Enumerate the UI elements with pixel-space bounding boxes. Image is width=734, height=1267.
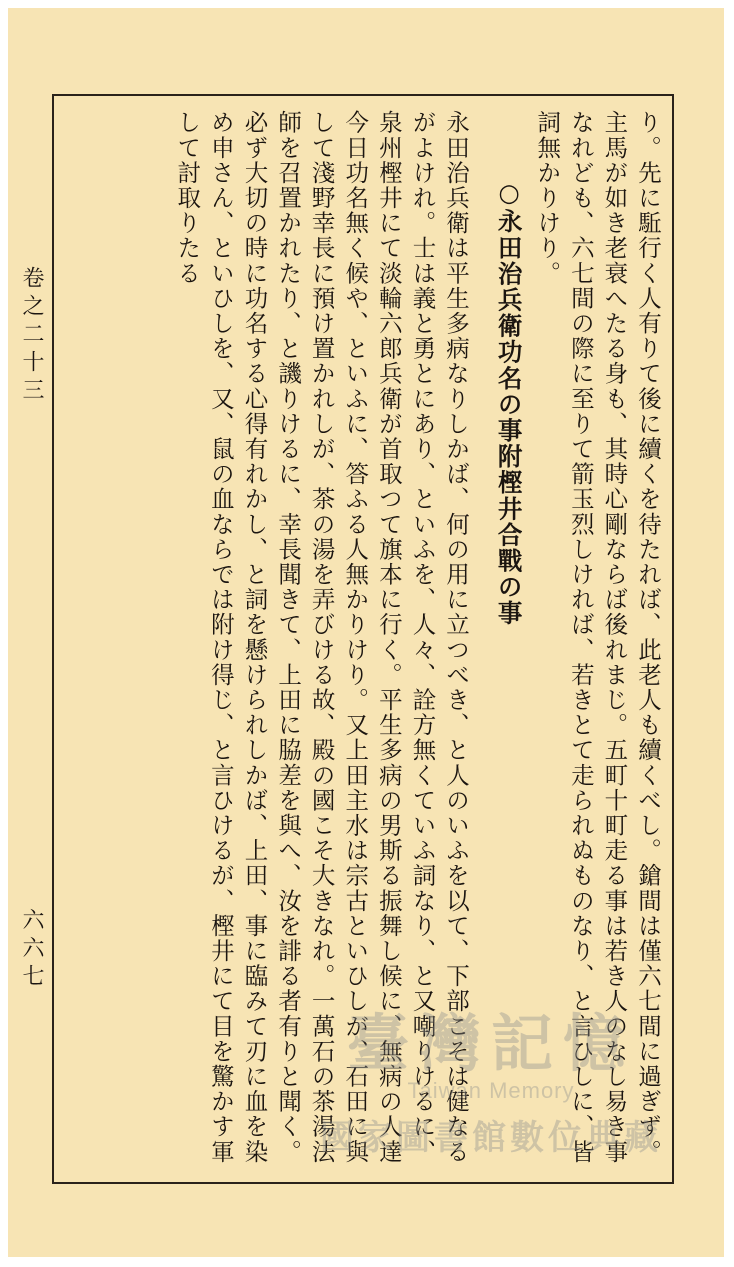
- watermark-logo: 臺灣記憶: [346, 1007, 635, 1080]
- watermark-chinese: 國家圖書館數位典藏: [320, 1118, 662, 1158]
- paragraph-main: 永田治兵衛は平生多病なりしかば、何の用に立つべき、と人のいふを以て、下部こそは健なるがよけれ。士は義と勇とにあり、といふを、人々、詮方無くていふ詞なり、と又嘲りけるに、泉州樫井にて淡輪六郎兵衛が首取つて旗本に行く。平生多病の男斯る振舞し候に、無病の人達今日功名無く候や、といふに、答ふる人無かりけり。又上田主水は宗古といひしが、石田に與して淺野幸長に預け置かれしが、茶の湯を弄びける故、殿の國こそ大きなれ。一萬石の茶湯法師を召置かれたり、と譏りけるに、幸長聞きて、上田に脇差を與へ、汝を誹る者有りと聞く。必ず大切の時に功名する心得有れかし、と詞を懸けられしかば、上田、事に臨みて刃に血を染め申さん、といひしを、又、鼠の血ならでは附け得じ、と言ひけるが、樫井にて目を驚かす軍して討取りたる: [173, 110, 471, 1165]
- watermark: [276, 1008, 706, 1168]
- running-title: 卷之二十三: [19, 266, 44, 406]
- paragraph-continuation: り。先に駈行く人有りて後に續くを待たれば、此老人も續くべし。鎗間は僅六七間に過ぎず。主馬が如き老衰へたる身も、其時心剛ならば後れまじ。五町十町走る事は若き人のなし易き事なれども、六七間の際に至りて箭玉烈しければ、若きとて走られぬものなり、と言ひしに、皆詞無かりけり。: [533, 110, 662, 1165]
- section-heading: ○永田治兵衛功名の事附樫井合戰の事: [494, 178, 524, 627]
- book-page: [8, 8, 724, 1257]
- page-number: 六六七: [19, 908, 44, 992]
- watermark-english: Taiwan Memory: [407, 1078, 575, 1103]
